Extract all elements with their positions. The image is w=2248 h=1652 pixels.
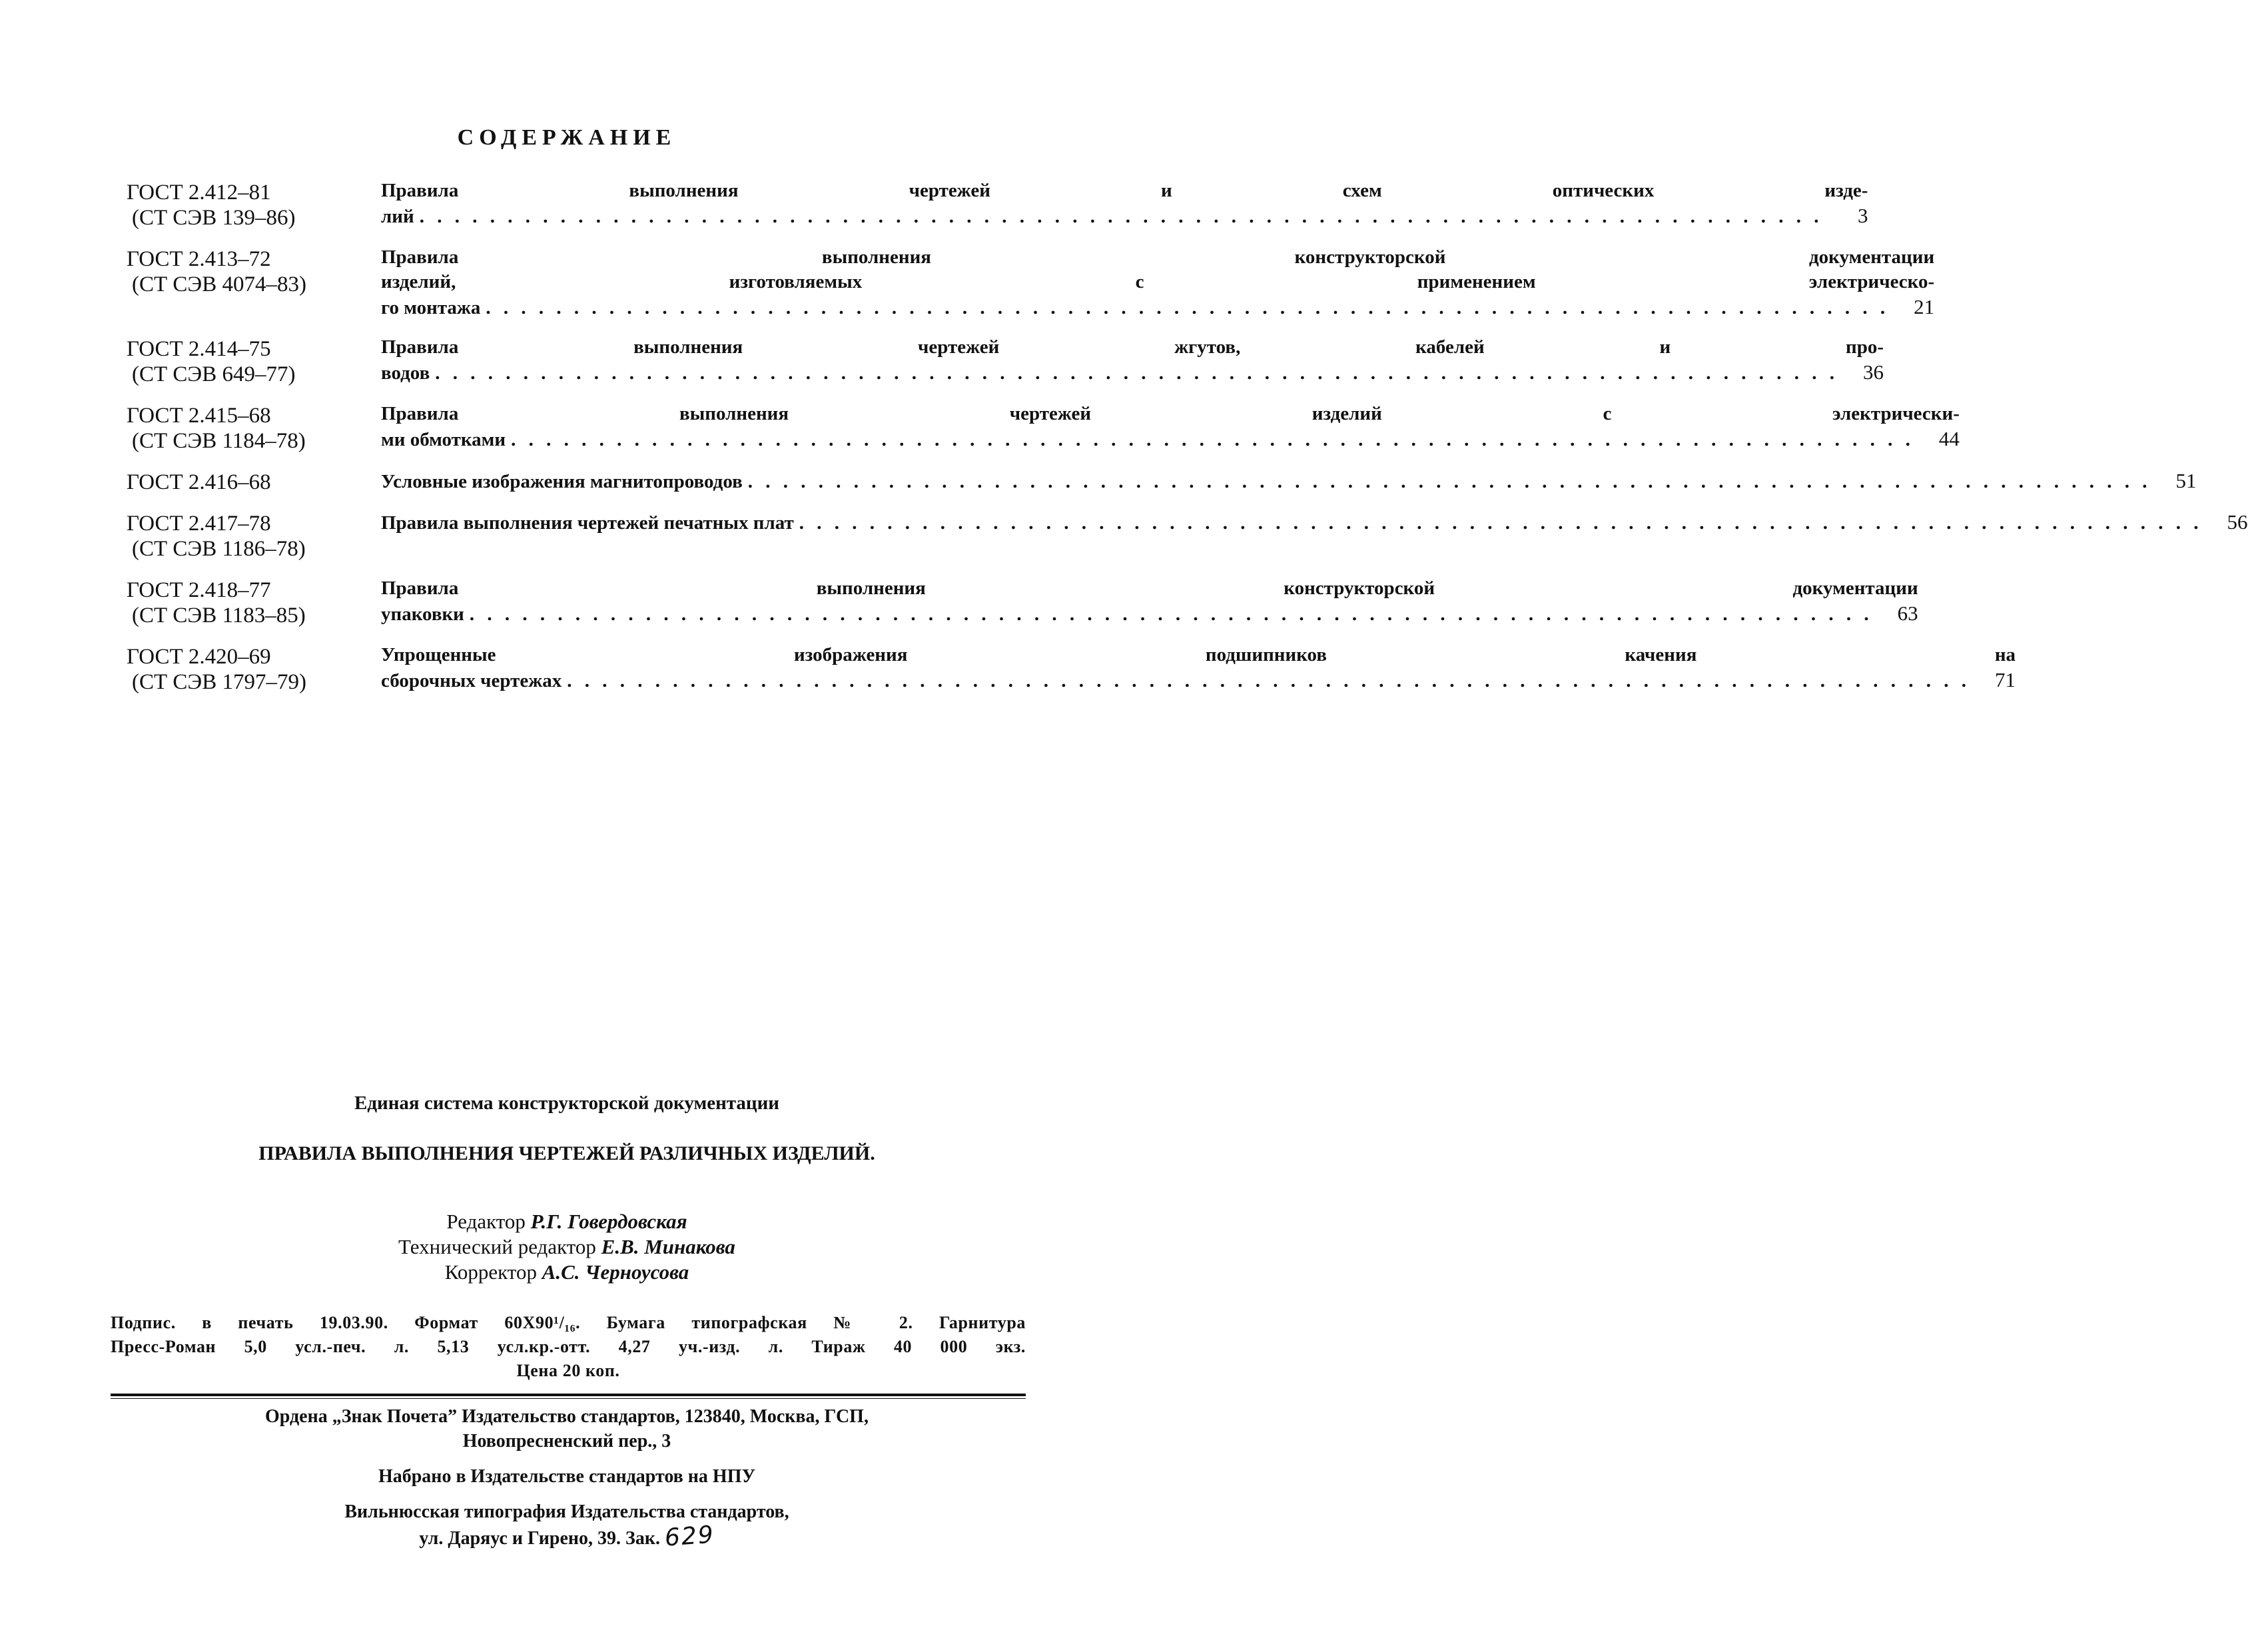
toc-page-number: 63	[1897, 602, 1918, 625]
credit-name: А.С. Черноусова	[542, 1260, 689, 1284]
credit-role: Технический редактор	[398, 1235, 596, 1258]
series-title: Единая система конструкторской документации	[354, 1092, 779, 1114]
st-sev-number: (СТ СЭВ 1797–79)	[132, 670, 306, 694]
toc-title-line: Правила выполнения чертежей изделий с электрически-	[381, 403, 1960, 424]
st-sev-number: (СТ СЭВ 139–86)	[132, 206, 296, 230]
publisher-line: Новопресненский пер., 3	[462, 1431, 671, 1451]
typeset-note: Набрано в Издательстве стандартов на НПУ	[378, 1466, 756, 1487]
toc-entry-title	[381, 402, 1960, 452]
gost-number: ГОСТ 2.417–78	[127, 512, 271, 536]
toc-standard-code	[127, 576, 381, 628]
printer-street: ул. Даряус и Гирено, 39. Зак.	[419, 1528, 660, 1549]
toc-standard-code	[127, 335, 381, 387]
gost-number: ГОСТ 2.412–81	[127, 181, 271, 205]
toc-title-line: го монтажа	[381, 297, 481, 318]
toc-title-line: ми обмотками	[381, 429, 506, 450]
gost-number: ГОСТ 2.418–77	[127, 578, 271, 602]
toc-entry-title	[381, 245, 1934, 320]
handwritten-order-number: 629	[663, 1521, 716, 1552]
credit-name: Р.Г. Говердовская	[530, 1210, 687, 1233]
gost-number: ГОСТ 2.414–75	[127, 337, 271, 361]
toc-title-last-line	[381, 510, 2248, 536]
toc-entry	[127, 245, 1935, 320]
print-details-line: Подпис. в печать 19.03.90. Формат 60Х90¹/₁₆. Бумага типографская № 2. Гарнитура	[111, 1313, 1026, 1332]
toc-entry	[127, 510, 2248, 562]
st-sev-number: (СТ СЭВ 4074–83)	[132, 272, 306, 296]
dot-leader	[748, 470, 2151, 494]
credits-block	[0, 1209, 1134, 1285]
dot-leader	[799, 511, 2203, 536]
toc-title-line: Упрощенные изображения подшипников качения на	[381, 644, 2016, 665]
toc-entry	[127, 402, 1960, 454]
contents-heading: СОДЕРЖАНИЕ	[457, 125, 677, 150]
toc-title-last-line	[381, 294, 1934, 320]
printer-line	[0, 1521, 1134, 1552]
toc-title-line: Правила выполнения чертежей печатных плат	[381, 512, 794, 534]
toc-entry	[127, 179, 1868, 230]
toc-title-last-line	[381, 601, 1918, 627]
toc-entry	[127, 335, 1884, 387]
toc-entry-title	[381, 643, 2016, 693]
publisher-block	[0, 1404, 1134, 1551]
toc-page-number: 44	[1938, 427, 1960, 450]
toc-title-last-line	[381, 667, 2016, 693]
dot-leader	[435, 361, 1838, 386]
st-sev-number: (СТ СЭВ 1183–85)	[132, 604, 306, 627]
print-details	[111, 1311, 1026, 1383]
divider-rule	[111, 1398, 1026, 1399]
credit-line-tech-editor	[0, 1234, 1134, 1260]
toc-page-number: 36	[1863, 360, 1884, 384]
collection-title: ПРАВИЛА ВЫПОЛНЕНИЯ ЧЕРТЕЖЕЙ РАЗЛИЧНЫХ ИЗДЕЛИЙ.	[258, 1142, 875, 1164]
print-details-line: Пресс-Роман 5,0 усл.-печ. л. 5,13 усл.кр.-отт. 4,27 уч.-изд. л. Тираж 40 000 экз.	[111, 1337, 1026, 1356]
toc-page-number: 71	[1995, 668, 2016, 691]
dot-leader	[567, 669, 1970, 693]
publisher-line: Ордена „Знак Почета” Издательство стандартов, 123840, Москва, ГСП,	[265, 1406, 869, 1427]
dot-leader	[470, 602, 1873, 627]
toc-entry-title	[381, 510, 2248, 536]
toc-title-line: Правила выполнения чертежей жгутов, кабелей и про-	[381, 336, 1884, 358]
toc-title-line: сборочных чертежах	[381, 670, 562, 691]
publisher-address	[0, 1404, 1134, 1453]
toc-page-number: 21	[1914, 295, 1935, 318]
dot-leader	[486, 296, 1889, 320]
credit-line-proofreader	[0, 1260, 1134, 1285]
price: Цена 20 коп.	[516, 1361, 620, 1380]
toc-title-line: водов	[381, 362, 430, 384]
toc-entry-title	[381, 468, 2197, 494]
toc-title-line: упаковки	[381, 604, 464, 625]
dot-leader	[511, 428, 1914, 452]
gost-number: ГОСТ 2.416–68	[127, 470, 271, 494]
gost-number: ГОСТ 2.415–68	[127, 404, 271, 428]
toc-entry	[127, 576, 1918, 628]
toc-page-number: 51	[2175, 469, 2197, 492]
toc-title-line: Условные изображения магнитопроводов	[381, 471, 743, 492]
toc-title-line: изделий, изготовляемых с применением электрическо-	[381, 271, 1935, 292]
toc-standard-code	[127, 245, 381, 297]
credit-role: Корректор	[444, 1260, 537, 1284]
table-of-contents	[127, 179, 2248, 709]
credit-role: Редактор	[446, 1210, 526, 1233]
printer-line: Вильнюсская типография Издательства стандартов,	[344, 1501, 789, 1522]
toc-standard-code	[127, 510, 381, 562]
gost-number: ГОСТ 2.420–69	[127, 645, 271, 669]
credit-line-editor	[0, 1209, 1134, 1234]
toc-entry-title	[381, 576, 1918, 627]
toc-title-last-line	[381, 426, 1960, 452]
st-sev-number: (СТ СЭВ 1186–78)	[132, 537, 306, 561]
toc-standard-code	[127, 179, 381, 230]
toc-page-number: 3	[1857, 204, 1868, 227]
toc-standard-code	[127, 643, 381, 695]
st-sev-number: (СТ СЭВ 1184–78)	[132, 429, 306, 453]
printer-address	[0, 1499, 1134, 1551]
toc-title-last-line	[381, 468, 2197, 494]
toc-entry-title	[381, 179, 1868, 229]
divider-rule	[111, 1394, 1026, 1396]
toc-title-last-line	[381, 360, 1884, 386]
toc-standard-code	[127, 468, 381, 495]
toc-title-line: Правила выполнения конструкторской документации	[381, 578, 1918, 599]
toc-standard-code	[127, 402, 381, 454]
toc-entry	[127, 643, 2016, 695]
toc-title-last-line	[381, 203, 1868, 229]
toc-entry-title	[381, 335, 1884, 386]
toc-title-line: Правила выполнения чертежей и схем оптических изде-	[381, 180, 1868, 201]
toc-title-line: лий	[381, 206, 414, 227]
toc-entry	[127, 468, 2197, 495]
toc-title-line: Правила выполнения конструкторской документации	[381, 246, 1935, 268]
st-sev-number: (СТ СЭВ 649–77)	[132, 362, 296, 386]
gost-number: ГОСТ 2.413–72	[127, 247, 271, 271]
toc-page-number: 56	[2227, 510, 2248, 534]
dot-leader	[420, 205, 1823, 229]
credit-name: Е.В. Минакова	[601, 1235, 735, 1258]
